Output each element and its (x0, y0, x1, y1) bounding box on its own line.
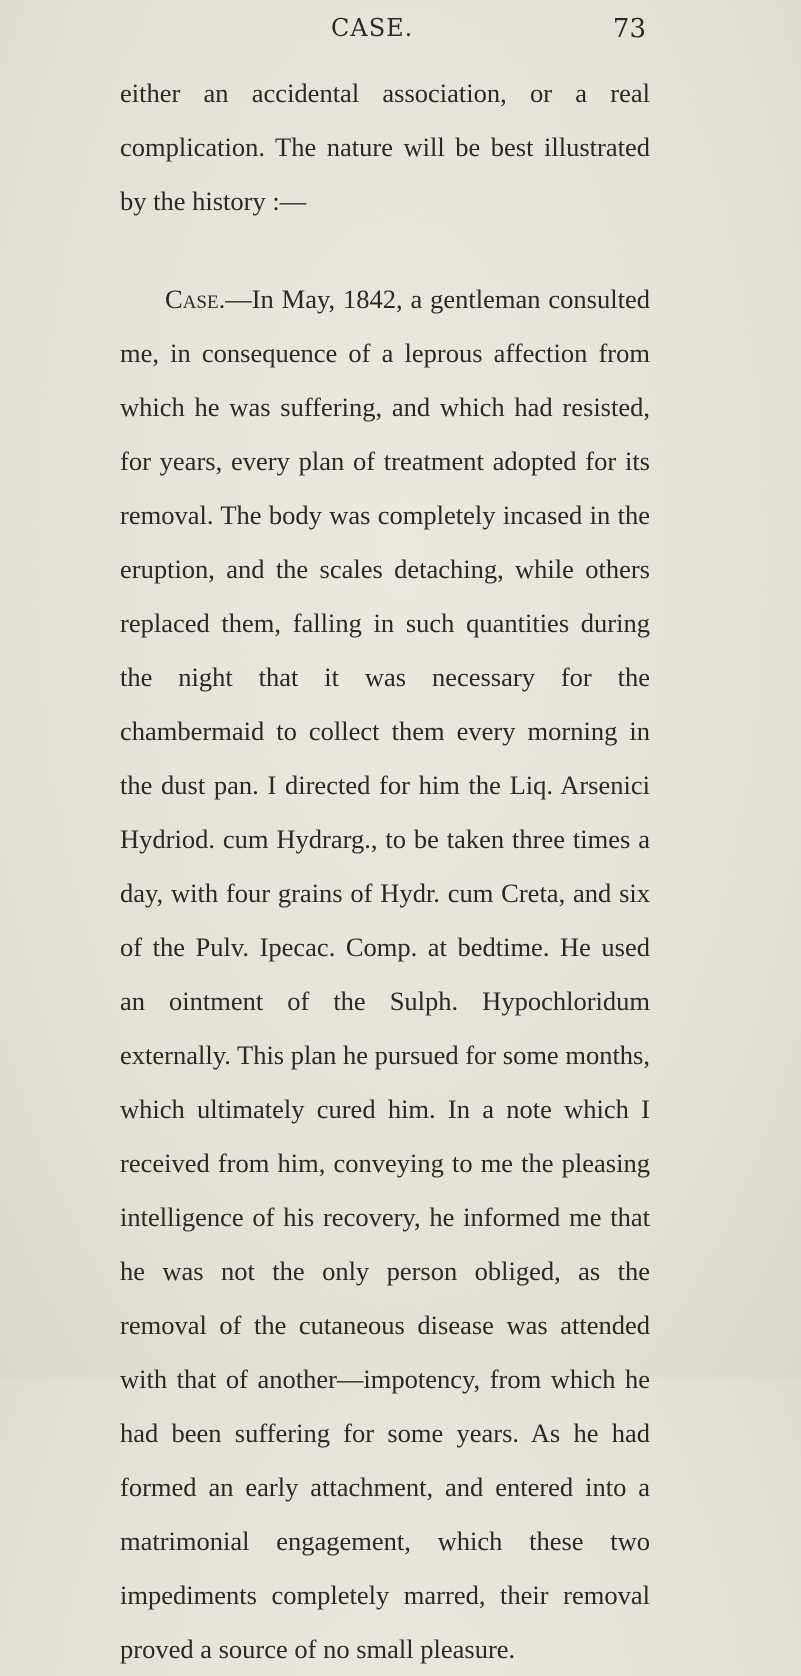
case-text: —In May, 1842, a gentleman consulted me, in consequence of a leprous affection from which he was suffering, and which had resisted, for years, every plan of treatment adopted for its removal. The body was completely incased in the eruption, and the scales detaching, while others replaced them, falling in such quantities during the night that it was necessary for the chambermaid to collect them every morning in the dust pan. I directed for him the Liq. Arsenici Hydriod. cum Hydrarg., to be taken three times a day, with four grains of Hydr. cum Creta, and six of the Pulv. Ipecac. Comp. at bedtime. He used an ointment of the Sulph. Hypochloridum externally. This plan he pursued for some months, which ultimately cured him. In a note which I received from him, conveying to me the pleasing intelligence of his recovery, he informed me that he was not the only person obliged, as the removal of the cutaneous disease was attended with that of another—impotency, from which he had been suffering for some years. As he had formed an early attachment, and entered into a matrimonial engagement, which these two impediments completely marred, their removal proved a source of no small pleasure. (120, 284, 650, 1664)
body-text (120, 66, 650, 1676)
running-head (116, 14, 646, 54)
page-number: 73 (612, 14, 646, 44)
intro-paragraph: either an accidental association, or a real complication. The nature will be best illustrated by the history :— (120, 78, 650, 216)
case-label: Case. (165, 284, 226, 314)
case-paragraph (120, 272, 650, 1676)
running-title: CASE. (331, 14, 414, 42)
